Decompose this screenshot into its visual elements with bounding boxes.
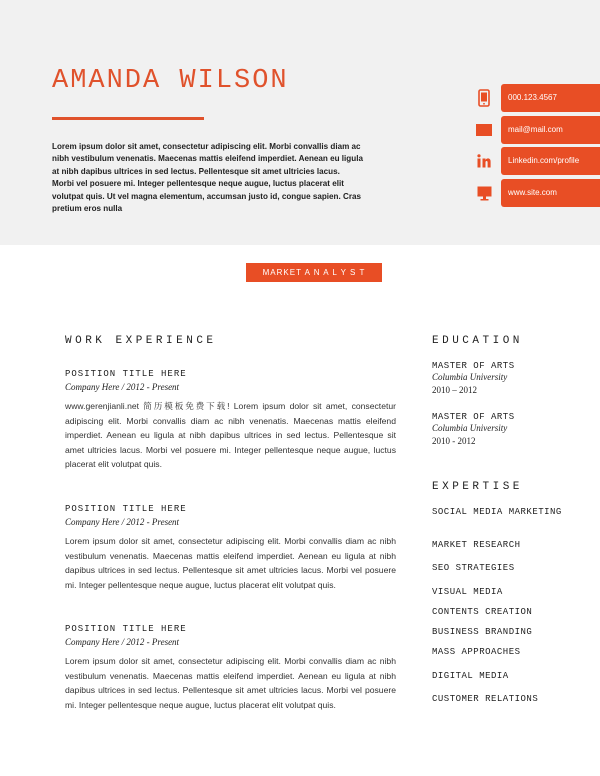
job-position-title: POSITION TITLE HERE	[65, 369, 187, 379]
expertise-heading: EXPERTISE	[432, 481, 523, 493]
contact-linkedin-text: Linkedin.com/profile	[501, 147, 600, 175]
job-description: www.gerenjianli.net 简历模板免费下载! Lorem ipsum dolor sit amet, consectetur adipiscing elit. Morbi convallis diam ac nibh venenatis. Maecenas mattis eleifend imperdiet. Aenean eu ligula at nibh dapibus ultrices in sed lectus. Pellentesque sit amet ultricies lacus. Morbi vel posuere mi. Integer pellentesque neque augue, luctus placerat elit volutpat quis.	[65, 401, 396, 470]
job-company: Company Here / 2012 - Present	[65, 517, 180, 527]
mail-icon	[470, 116, 498, 144]
education-years: 2010 - 2012	[432, 436, 476, 446]
job-position-title: POSITION TITLE HERE	[65, 624, 187, 634]
job-description: Lorem ipsum dolor sit amet, consectetur adipiscing elit. Morbi convallis diam ac nibh vestibulum venenatis. Maecenas mattis eleifend imperdiet. Aenean eu ligula at nibh dapibus ultrices in sed lectus. Pellentesque sit amet ultricies lacus. Morbi vel posuere mi. Integer pellentesque neque augue, luctus placerat elit volutpat quis.	[65, 536, 396, 590]
education-years: 2010 – 2012	[432, 385, 477, 395]
linkedin-icon	[470, 147, 498, 175]
contact-phone-text: 000.123.4567	[501, 84, 600, 112]
education-entry	[432, 412, 592, 448]
expertise-item: BUSINESS BRANDING	[432, 627, 533, 637]
contact-phone[interactable]	[470, 84, 600, 112]
expertise-item: MASS APPROACHES	[432, 647, 521, 657]
contact-website[interactable]	[470, 179, 600, 207]
job-company: Company Here / 2012 - Present	[65, 637, 180, 647]
work-experience-heading: WORK EXPERIENCE	[65, 335, 217, 347]
expertise-item: VISUAL MEDIA	[432, 587, 503, 597]
job-entry	[65, 504, 396, 592]
education-entry	[432, 361, 592, 397]
header-band	[0, 0, 600, 245]
name-underline	[52, 117, 204, 120]
candidate-name: AMANDA WILSON	[52, 66, 289, 96]
contact-website-text: www.site.com	[501, 179, 600, 207]
expertise-item: DIGITAL MEDIA	[432, 671, 509, 681]
education-school: Columbia University	[432, 423, 508, 433]
phone-icon	[470, 84, 498, 112]
job-description: Lorem ipsum dolor sit amet, consectetur adipiscing elit. Morbi convallis diam ac nibh vestibulum venenatis. Maecenas mattis eleifend imperdiet. Aenean eu ligula at nibh dapibus ultrices in sed lectus. Pellentesque sit amet ultricies lacus. Morbi vel posuere mi. Integer pellentesque neque augue, luctus placerat elit volutpat quis.	[65, 656, 396, 710]
expertise-item: SEO STRATEGIES	[432, 563, 515, 573]
job-title-badge: MARKET A N A L Y S T	[246, 263, 382, 282]
job-company: Company Here / 2012 - Present	[65, 382, 180, 392]
education-heading: EDUCATION	[432, 335, 523, 347]
job-entry	[65, 624, 396, 712]
contact-email-text: mail@mail.com	[501, 116, 600, 144]
job-position-title: POSITION TITLE HERE	[65, 504, 187, 514]
job-entry	[65, 369, 396, 472]
expertise-item: CONTENTS CREATION	[432, 607, 533, 617]
expertise-item: MARKET RESEARCH	[432, 540, 521, 550]
education-degree: MASTER OF ARTS	[432, 412, 515, 422]
education-school: Columbia University	[432, 372, 508, 382]
profile-summary: Lorem ipsum dolor sit amet, consectetur adipiscing elit. Morbi convallis diam ac nibh vestibulum venenatis. Maecenas mattis eleifend imperdiet. Aenean eu ligula at nibh dapibus ultrices in sed lectus. Pellentesque sit amet ultricies lacus. Morbi vel posuere mi. Integer pellentesque neque augue, luctus placerat elit volutpat quis. Ut vel magna elementum, accumsan justo id, congue sapien. Cras pretium eros nulla	[52, 142, 363, 214]
expertise-item: CUSTOMER RELATIONS	[432, 694, 539, 704]
education-degree: MASTER OF ARTS	[432, 361, 515, 371]
contact-linkedin[interactable]	[470, 147, 600, 175]
monitor-icon	[470, 179, 498, 207]
contact-email[interactable]	[470, 116, 600, 144]
expertise-item: SOCIAL MEDIA MARKETING	[432, 507, 562, 517]
